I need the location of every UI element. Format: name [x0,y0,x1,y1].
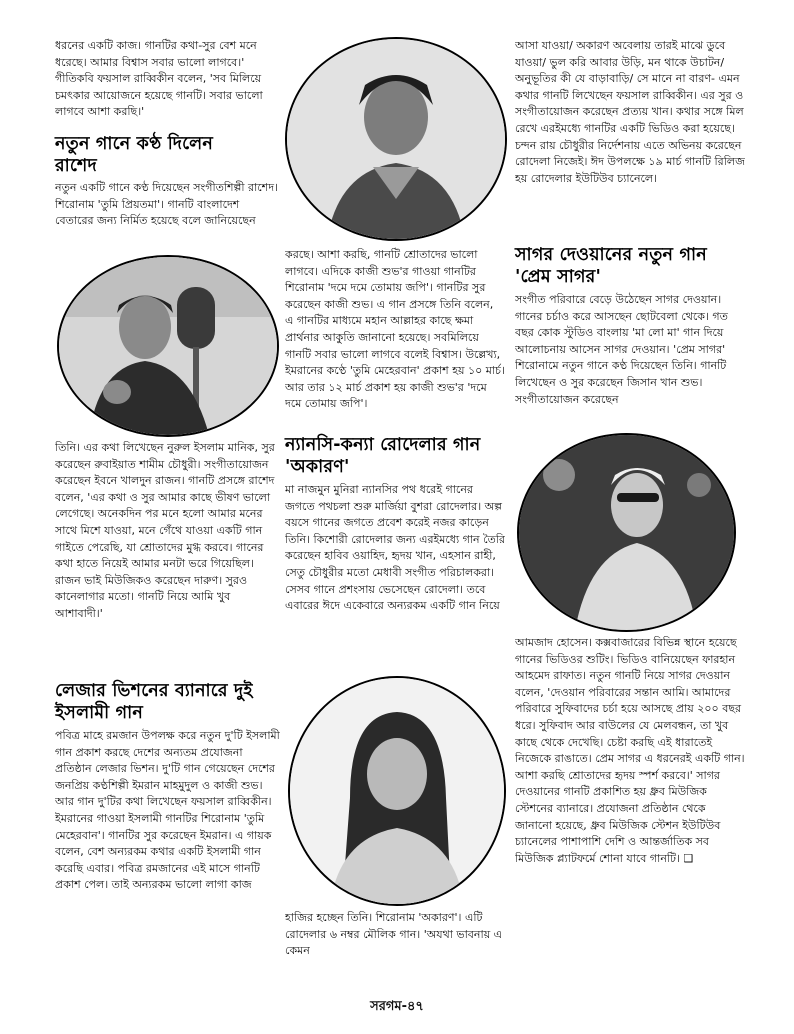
col3-text-1-body: আসা যাওয়া/ অকারণ অবেলায় তারই মাঝে ডুবে যাওয়া/ ভুল করি আবার উড়ি, মন থাকে উচাটন/ অনুভূতির কী যে বাড়াবাড়ি/ সে মানে না বারণ- এমন কথার গানটি লিখেছেন ফয়সাল রাব্বিকীন। এর সুর ও সংগীতায়োজন করেছেন প্রত্যয় খান। কথার সঙ্গে মিল রেখে এরইমধ্যে গানটির একটি ভিডিও করা হয়েছে। চন্দন রায় চৌধুরীর নির্দেশনায় এতে অভিনয় করেছেন রোদেলা নিজেই। ঈদ উপলক্ষে ১৯ মার্চ গানটি রিলিজ হয় রোদেলার ইউটিউব চ্যানেলে। [515,39,745,185]
sagar-text-body: সংগীত পরিবারে বেড়ে উঠেছেন সাগর দেওয়ান। গানের চর্চাও করে আসছেন ছোটবেলা থেকে। গত বছর কোক স্টুডিও বাংলায় 'মা লো মা' গান দিয়ে আলোচনায় আসেন সাগর দেওয়ান। 'প্রেম সাগর' শিরোনামে নতুন গানে কণ্ঠ দিয়েছেন তিনি। গানটি লিখেছেন ও সুর করেছেন জিসান খান শুভ। সংগীতায়োজন করেছেন [515,293,728,406]
rashed-photo [57,255,279,437]
imran-portrait-icon [287,39,505,239]
laser-text [55,728,280,960]
nancy-text-2 [285,910,505,964]
rashed-text-2 [55,440,280,675]
sagar-heading: সাগর দেওয়ানের নতুন গান 'প্রেম সাগর' [515,245,707,287]
rashed-text-2-body: তিনি। এর কথা লিখেছেন নুরুল ইসলাম মানিক, সুর করেছেন রুবাইয়াত শামীম চৌধুরী। সংগীতায়োজন করেছেন ইবনে খালদুন রাজন। গানটি প্রসঙ্গে রাশেদ বলেন, 'এর কথা ও সুর আমার কাছে ভীষণ ভালো লেগেছে। অনেকদিন পর মনে হলো আমার মনের সাথে মিশে যাওয়া, মনে গেঁথে যাওয়া একটি গান গাইতে পেরেছি, যা শ্রোতাদের মুগ্ধ করবে। গানের কথা হাতে নিয়েই আমার মনটা ভরে গিয়েছিল। রাজন ভাই মিউজিকও করেছেন দারুণ। সুরও কানেলাগার মতো। গানটি নিয়ে আমি খুব আশাবাদী।' [55,441,275,620]
nancy-heading: ন্যানসি-কন্যা রোদেলার গান 'অকারণ' [285,435,481,477]
laser-text-body: পবিত্র মাহে রমজান উপলক্ষ করে নতুন দু'টি ইসলামী গান প্রকাশ করছে দেশের অন্যতম প্রযোজনা প্রতিষ্ঠান লেজার ভিশন। দু'টি গান গেয়েছেন দেশের জনপ্রিয় কণ্ঠশিল্পী ইমরান মাহমুদুল ও কাজী শুভ। আর গান দু'টির কথা লিখেছেন ফয়সাল রাব্বিকীন। ইমরানের গাওয়া ইসলামী গানটির শিরোনাম 'তুমি মেহেরবান'। গানটির সুর করেছেন ইমরান। এ গায়ক বলেন, বেশ অন্যরকম কথার একটি ইসলামী গান করেছি এবার। পবিত্র রমজানের এই মাসে গানটি প্রকাশ পেল। তাই অন্যরকম ভালো লাগা কাজ [55,729,280,892]
sagar-portrait-icon [519,435,734,630]
sagar-text-2-content: আমজাদ হোসেন। কক্সবাজারের বিভিন্ন স্থানে হয়েছে গানের ভিডিওর শুটিং। ভিডিও বানিয়েছেন ফারহান আহমেদ রাফাত। নতুন গানটি নিয়ে সাগর দেওয়ান বলেন, 'দেওয়ান পরিবারের সন্তান আমি। আমাদের পরিবারে সুফিবাদের চর্চা হয়ে আসছে প্রায় ২০০ বছর ধরে। সুফিবাদ আর বাউলের যে মেলবন্ধন, তা খুব কাছে থেকে দেখেছি। চেষ্টা করছি এই ধারাতেই নিজেকে রাঙাতে। প্রেম সাগর এ ধরনেরই একটি গান। আশা করছি শ্রোতাদের হৃদয় স্পর্শ করবে।' সাগর দেওয়ানের গানটি প্রকাশিত হয় ধ্রুব মিউজিক স্টেশনের ব্যানারে। প্রযোজনা প্রতিষ্ঠান থেকে জানানো হয়েছে, ধ্রুব মিউজিক স্টেশন ইউটিউব চ্যানেলের পাশাপাশি দেশি ও আন্তর্জাতিক সব মিউজিক প্ল্যাটফর্মে শোনা যাবে গানটি। [515,636,745,865]
singer-portrait-icon [59,257,277,435]
sagar-text-2-body [515,635,745,867]
col3-text-1 [515,38,745,238]
nancy-text [285,482,505,668]
page-footer: সরগম-৪৭ [370,999,424,1014]
rashed-text-1 [55,180,280,248]
sagar-text-2 [515,635,745,939]
rodela-portrait-icon [290,678,504,904]
rashed-text-1-body: নতুন একটি গানে কণ্ঠ দিয়েছেন সংগীতশিল্পী রাশেদ। শিরোনাম 'তুমি প্রিয়তমা'। গানটি বাংলাদেশ বেতারের জন্য নির্মিত হয়েছে বলে জানিয়েছেন [55,181,278,228]
end-mark-icon: ❑ [683,851,694,865]
rodela-photo [288,676,506,906]
laser-heading: লেজার ভিশনের ব্যানারে দুই ইসলামী গান [55,681,253,723]
imran-photo [285,37,507,241]
col2-text-1 [285,247,505,432]
nancy-text-2-body: হাজির হচ্ছেন তিনি। শিরোনাম 'অকারণ'। এটি রোদেলার ৬ নম্বর মৌলিক গান। 'অযথা ভাবনায় এ কেমন [285,911,503,958]
sagar-text [515,292,745,428]
rashed-heading: নতুন গানে কণ্ঠ দিলেন রাশেদ [55,134,214,176]
nancy-text-body: মা নাজমুন মুনিরা ন্যানসির পথ ধরেই গানের জগতে পথচলা শুরু মার্জিয়া বুশরা রোদেলার। অল্প বয়সে গানের জগতে প্রবেশ করেই নজর কাড়েন তিনি। কিশোরী রোদেলার জন্য এরইমধ্যে গান তৈরি করেছেন হাবিব ওয়াহিদ, হৃদয় খান, এহসান রাহী, সেতু চৌধুরীর মতো মেধাবী সংগীত পরিচালকরা। সেসব গানে প্রশংসায় ভেসেছেন রোদেলা। তবে এবারের ঈদে একেবারে অন্যরকম একটি গান নিয়ে [285,483,505,613]
col1-intro-text: ধরনের একটি কাজ। গানটির কথা-সুর বেশ মনে ধরেছে। আমার বিশ্বাস সবার ভালো লাগবে।' গীতিকবি ফয়সাল রাব্বিকীন বলেন, 'সব মিলিয়ে চমৎকার আয়োজনে হয়েছে গানটি। সবার ভালো লাগবে আশা করছি।' [55,39,263,119]
sagar-photo [517,433,736,632]
col2-text-1-body: করছে। আশা করছি, গানটি শ্রোতাদের ভালো লাগবে। এদিকে কাজী শুভ'র গাওয়া গানটির শিরোনাম 'দমে দমে তোমায় জপি'। গানটির সুর করেছেন কাজী শুভ। এ গান প্রসঙ্গে তিনি বলেন, এ গানটির মাধ্যমে মহান আল্লাহর কাছে ক্ষমা প্রার্থনার আকুতি জানানো হয়েছে। সবমিলিয়ে গানটি সবার ভালো লাগবে বলেই বিশ্বাস। উল্লেখ্য, ইমরানের কণ্ঠে 'তুমি মেহেরবান' প্রকাশ হয় ১০ মার্চ। আর তার ১২ মার্চ প্রকাশ হয় কাজী শুভ'র 'দমে দমে তোমায় জপি'। [285,248,505,411]
col1-intro [55,38,280,124]
